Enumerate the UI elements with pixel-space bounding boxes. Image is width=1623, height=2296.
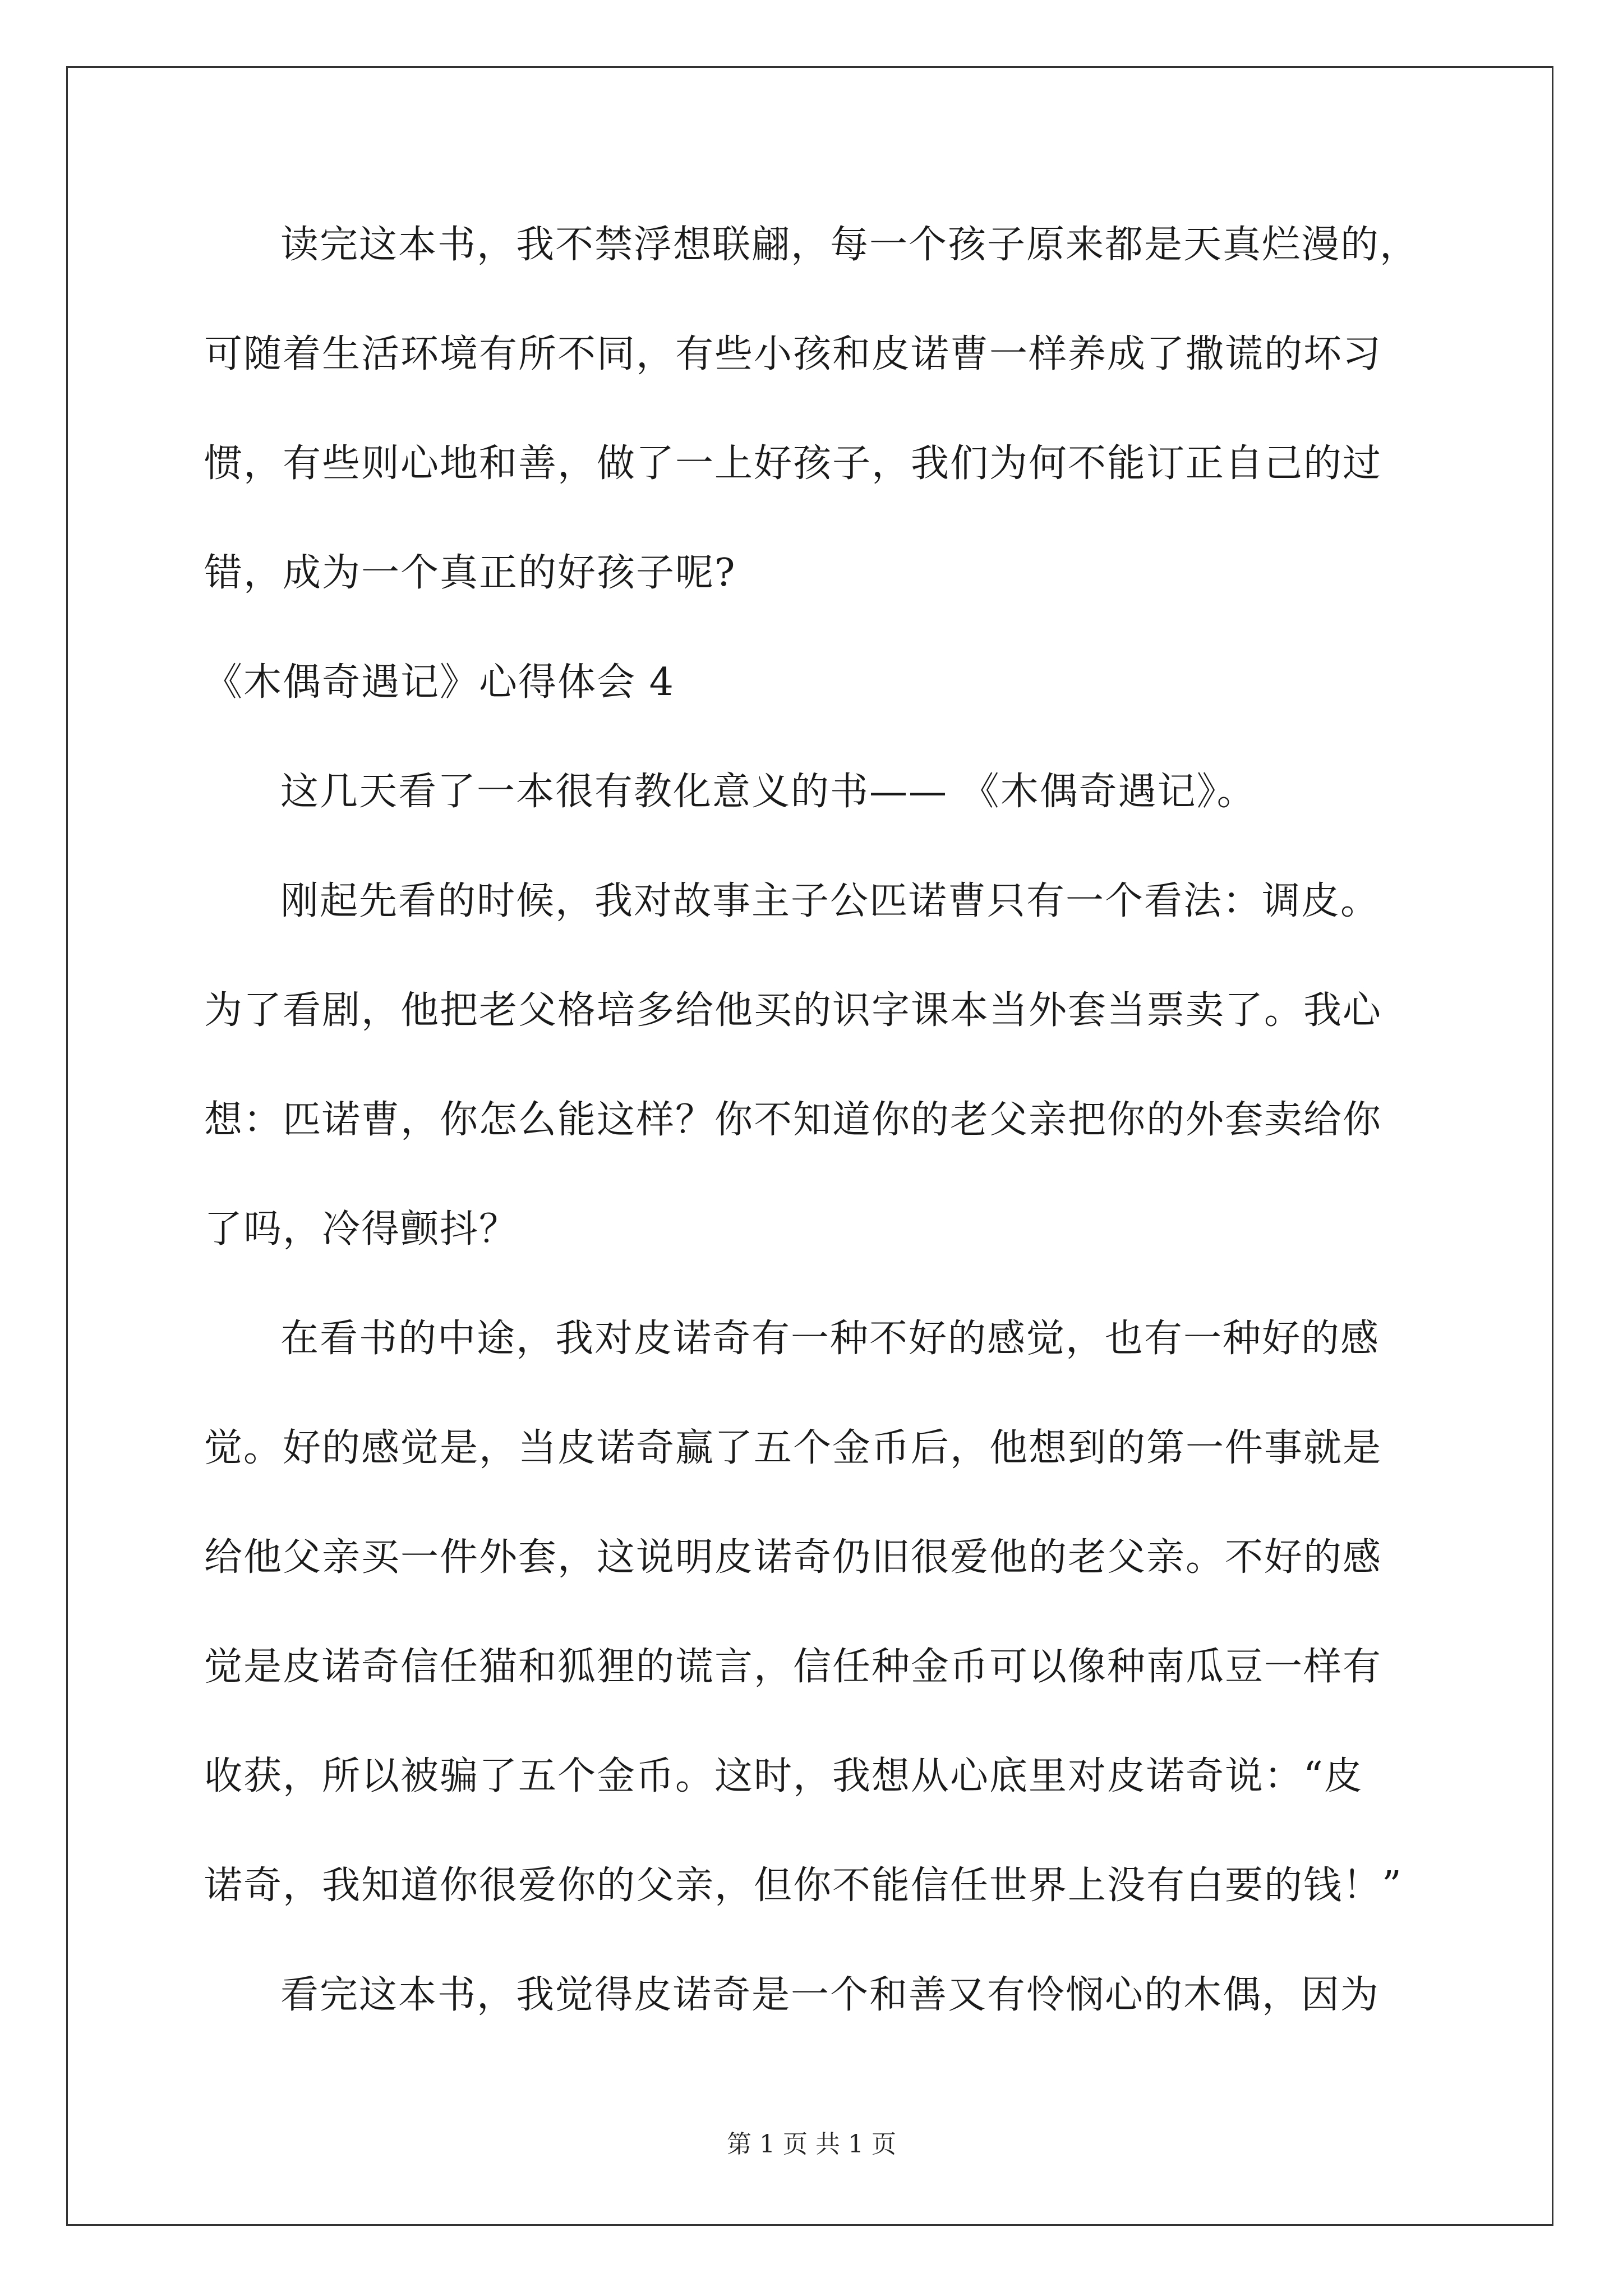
paragraph-line: 错，成为一个真正的好孩子呢? <box>204 551 736 595</box>
paragraph-line: 看完这本书，我觉得皮诺奇是一个和善又有怜悯心的木偶，因为 <box>280 1973 1380 2017</box>
paragraph-line: 在看书的中途，我对皮诺奇有一种不好的感觉，也有一种好的感 <box>280 1317 1380 1361</box>
paragraph-line: 觉。好的感觉是，当皮诺奇赢了五个金币后，他想到的第一件事就是 <box>204 1426 1382 1470</box>
section-heading: 《木偶奇遇记》心得体会 4 <box>204 660 675 705</box>
paragraph-line: 刚起先看的时候，我对故事主子公匹诺曹只有一个看法：调皮。 <box>280 879 1380 923</box>
page-footer: 第 1 页 共 1 页 <box>727 2130 896 2159</box>
paragraph-line: 惯，有些则心地和善，做了一上好孩子，我们为何不能订正自己的过 <box>204 441 1382 486</box>
paragraph-line: 给他父亲买一件外套，这说明皮诺奇仍旧很爱他的老父亲。不好的感 <box>204 1535 1382 1580</box>
paragraph-line: 这几天看了一本很有教化意义的书—— 《木偶奇遇记》。 <box>280 770 1256 814</box>
paragraph-line: 想：匹诺曹，你怎么能这样？你不知道你的老父亲把你的外套卖给你 <box>204 1098 1382 1142</box>
paragraph-line: 可随着生活环境有所不同，有些小孩和皮诺曹一样养成了撒谎的坏习 <box>204 332 1382 376</box>
paragraph-line: 了吗，冷得颤抖？ <box>204 1207 519 1251</box>
paragraph-line: 读完这本书，我不禁浮想联翩，每一个孩子原来都是天真烂漫的， <box>280 223 1419 267</box>
paragraph-line: 为了看剧，他把老父格培多给他买的识字课本当外套当票卖了。我心 <box>204 988 1382 1033</box>
paragraph-line: 收获，所以被骗了五个金币。这时，我想从心底里对皮诺奇说：“皮 <box>204 1754 1363 1798</box>
paragraph-line: 诺奇，我知道你很爱你的父亲，但你不能信任世界上没有白要的钱！” <box>204 1864 1403 1908</box>
paragraph-line: 觉是皮诺奇信任猫和狐狸的谎言，信任种金币可以像种南瓜豆一样有 <box>204 1645 1382 1689</box>
